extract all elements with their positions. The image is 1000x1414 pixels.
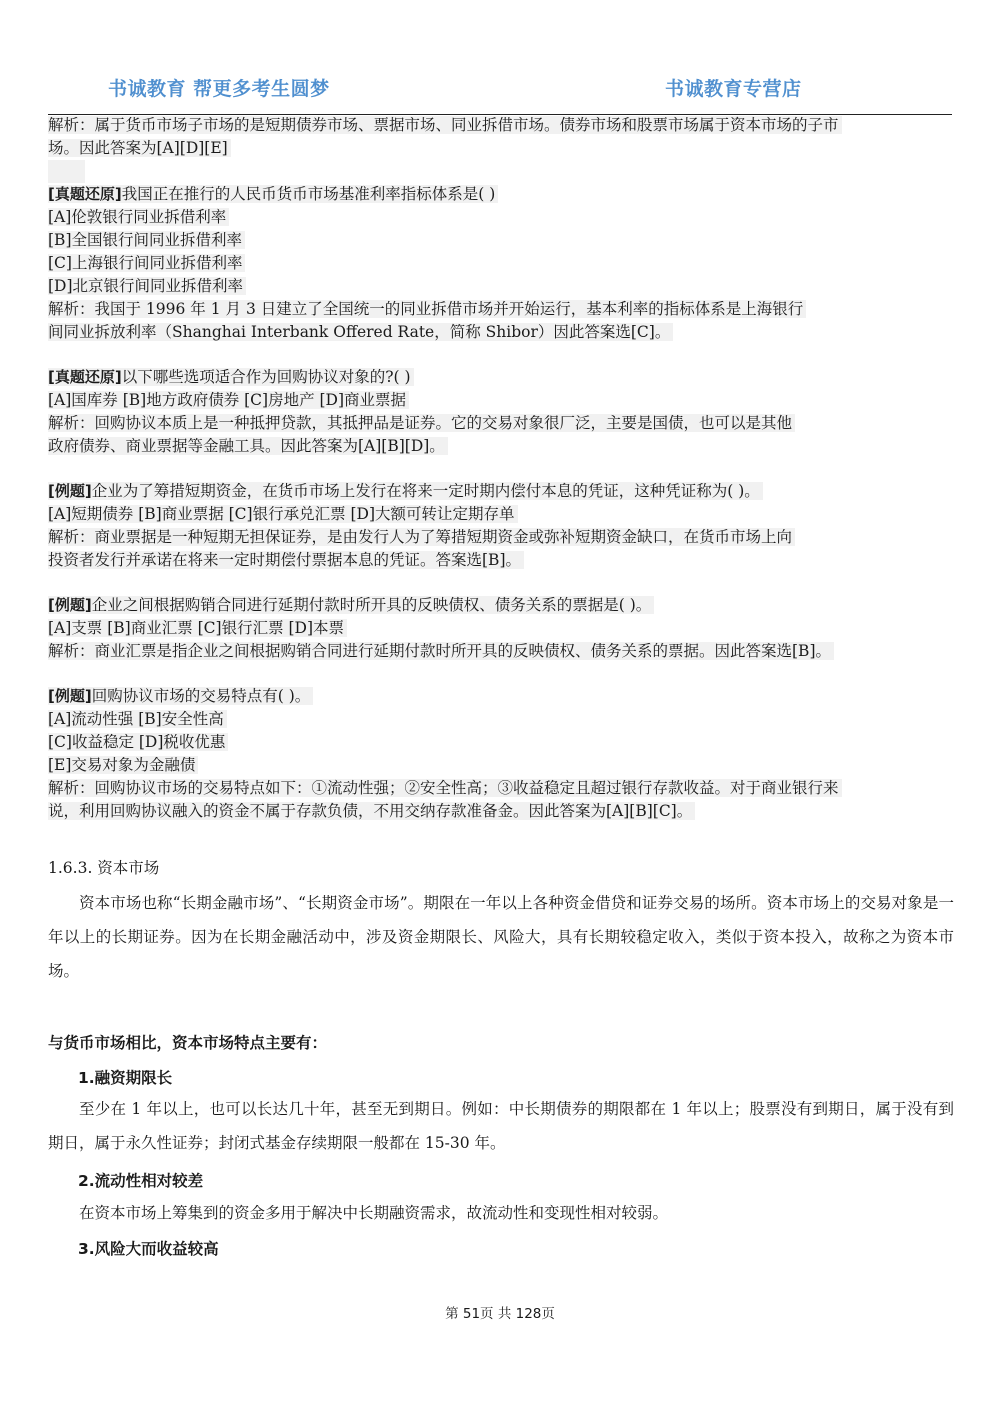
option-b: [B]全国银行间同业拆借利率 [48, 231, 245, 249]
question-text: 以下哪些选项适合作为回购协议对象的?( ) [121, 368, 411, 386]
question-2 [48, 366, 958, 458]
point-2-body [48, 1196, 954, 1230]
options-line: [A]短期债券 [B]商业票据 [C]银行承兑汇票 [D]大额可转让定期存单 [48, 505, 518, 523]
analysis-line: 间同业拆放利率（Shanghai Interbank Offered Rate，简称 Shibor）因此答案选[C]。 [48, 323, 673, 341]
analysis-line: 解析：商业票据是一种短期无担保证券，是由发行人为了筹措短期资金或弥补短期资金缺口，在货币市场上向 [48, 528, 795, 546]
analysis-line: 投资者发行并承诺在将来一定时期偿付票据本息的凭证。答案选[B]。 [48, 551, 524, 569]
question-tag: [例题] [48, 596, 92, 614]
intro-paragraph: 资本市场也称“长期金融市场”、“长期资金市场”。期限在一年以上各种资金借贷和证券交易的场所。资本市场上的交易对象是一年以上的长期证券。因为在长期金融活动中，涉及资金期限长、风险大，具有长期较稳定收入，类似于资本投入，故称之为资本市场。 [48, 894, 954, 980]
section-title: 1.6.3. 资本市场 [48, 859, 160, 877]
question-5 [48, 685, 958, 823]
header-brand-slogan: 书诚教育 帮更多考生圆梦 [108, 78, 330, 100]
page-header [48, 70, 952, 115]
question-text: 企业为了筹措短期资金，在货币市场上发行在将来一定时期内偿付本息的凭证，这种凭证称为( )。 [91, 482, 760, 500]
option-d: [D]北京银行间同业拆借利率 [48, 277, 246, 295]
analysis-line: 解析：商业汇票是指企业之间根据购销合同进行延期付款时所开具的反映债权、债务关系的票据。因此答案选[B]。 [48, 642, 834, 660]
analysis-line: 解析：回购协议本质上是一种抵押贷款，其抵押品是证券。它的交易对象很厂泛，主要是国债，也可以是其他 [48, 414, 795, 432]
analysis-line: 解析：回购协议市场的交易特点如下：①流动性强；②安全性高；③收益稳定且超过银行存款收益。对于商业银行来 [48, 779, 842, 797]
analysis-line: 解析：属于货币市场子市场的是短期债券市场、票据市场、同业拆借市场。债券市场和股票市场属于资本市场的子市 [48, 116, 842, 134]
option-a: [A]伦敦银行同业拆借利率 [48, 208, 229, 226]
option-line: [A]流动性强 [B]安全性高 [48, 710, 227, 728]
option-line: [E]交易对象为金融债 [48, 756, 198, 774]
analysis-line: 说，利用回购协议融入的资金不属于存款负债，不用交纳存款准备金。因此答案为[A][B][C]。 [48, 802, 695, 820]
point-2-heading: 2.流动性相对较差 [78, 1172, 204, 1190]
point-1-paragraph: 至少在 1 年以上，也可以长达几十年，甚至无到期日。例如：中长期债券的期限都在 1 年以上；股票没有到期日，属于没有到期日，属于永久性证券；封闭式基金存续期限一般都在 15-30 年。 [48, 1100, 954, 1152]
option-line: [C]收益稳定 [D]税收优惠 [48, 733, 228, 751]
options-line: [A]支票 [B]商业汇票 [C]银行汇票 [D]本票 [48, 619, 347, 637]
header-store-name: 书诚教育专营店 [665, 78, 802, 100]
question-tag: [例题] [48, 482, 92, 500]
point-1-heading: 1.融资期限长 [78, 1069, 173, 1087]
options-line: [A]国库券 [B]地方政府债券 [C]房地产 [D]商业票据 [48, 391, 409, 409]
section-intro [48, 886, 954, 988]
compare-heading: 与货币市场相比，资本市场特点主要有： [48, 1034, 328, 1052]
analysis-line: 政府债券、商业票据等金融工具。因此答案为[A][B][D]。 [48, 437, 448, 455]
question-text: 回购协议市场的交易特点有( )。 [91, 687, 311, 705]
question-1 [48, 183, 958, 344]
analysis-line: 场。因此答案为[A][D][E] [48, 139, 231, 157]
point-3-heading: 3.风险大而收益较高 [78, 1240, 219, 1258]
question-tag: [真题还原] [48, 368, 122, 386]
option-c: [C]上海银行间同业拆借利率 [48, 254, 245, 272]
question-tag: [真题还原] [48, 185, 122, 203]
question-3 [48, 480, 958, 572]
question-tag: [例题] [48, 687, 92, 705]
question-text: 企业之间根据购销合同进行延期付款时所开具的反映债权、债务关系的票据是( )。 [91, 596, 652, 614]
question-text: 我国正在推行的人民币货币市场基准利率指标体系是( ) [121, 185, 496, 203]
page-number: 第 51页 共 128页 [445, 1306, 555, 1322]
analysis-line: 解析：我国于 1996 年 1 月 3 日建立了全国统一的同业拆借市场并开始运行，基本利率的指标体系是上海银行 [48, 300, 806, 318]
point-2-paragraph: 在资本市场上筹集到的资金多用于解决中长期融资需求，故流动性和变现性相对较弱。 [79, 1204, 669, 1222]
point-1-body [48, 1092, 954, 1160]
question-4 [48, 594, 958, 663]
analysis-block-1 [48, 114, 958, 183]
